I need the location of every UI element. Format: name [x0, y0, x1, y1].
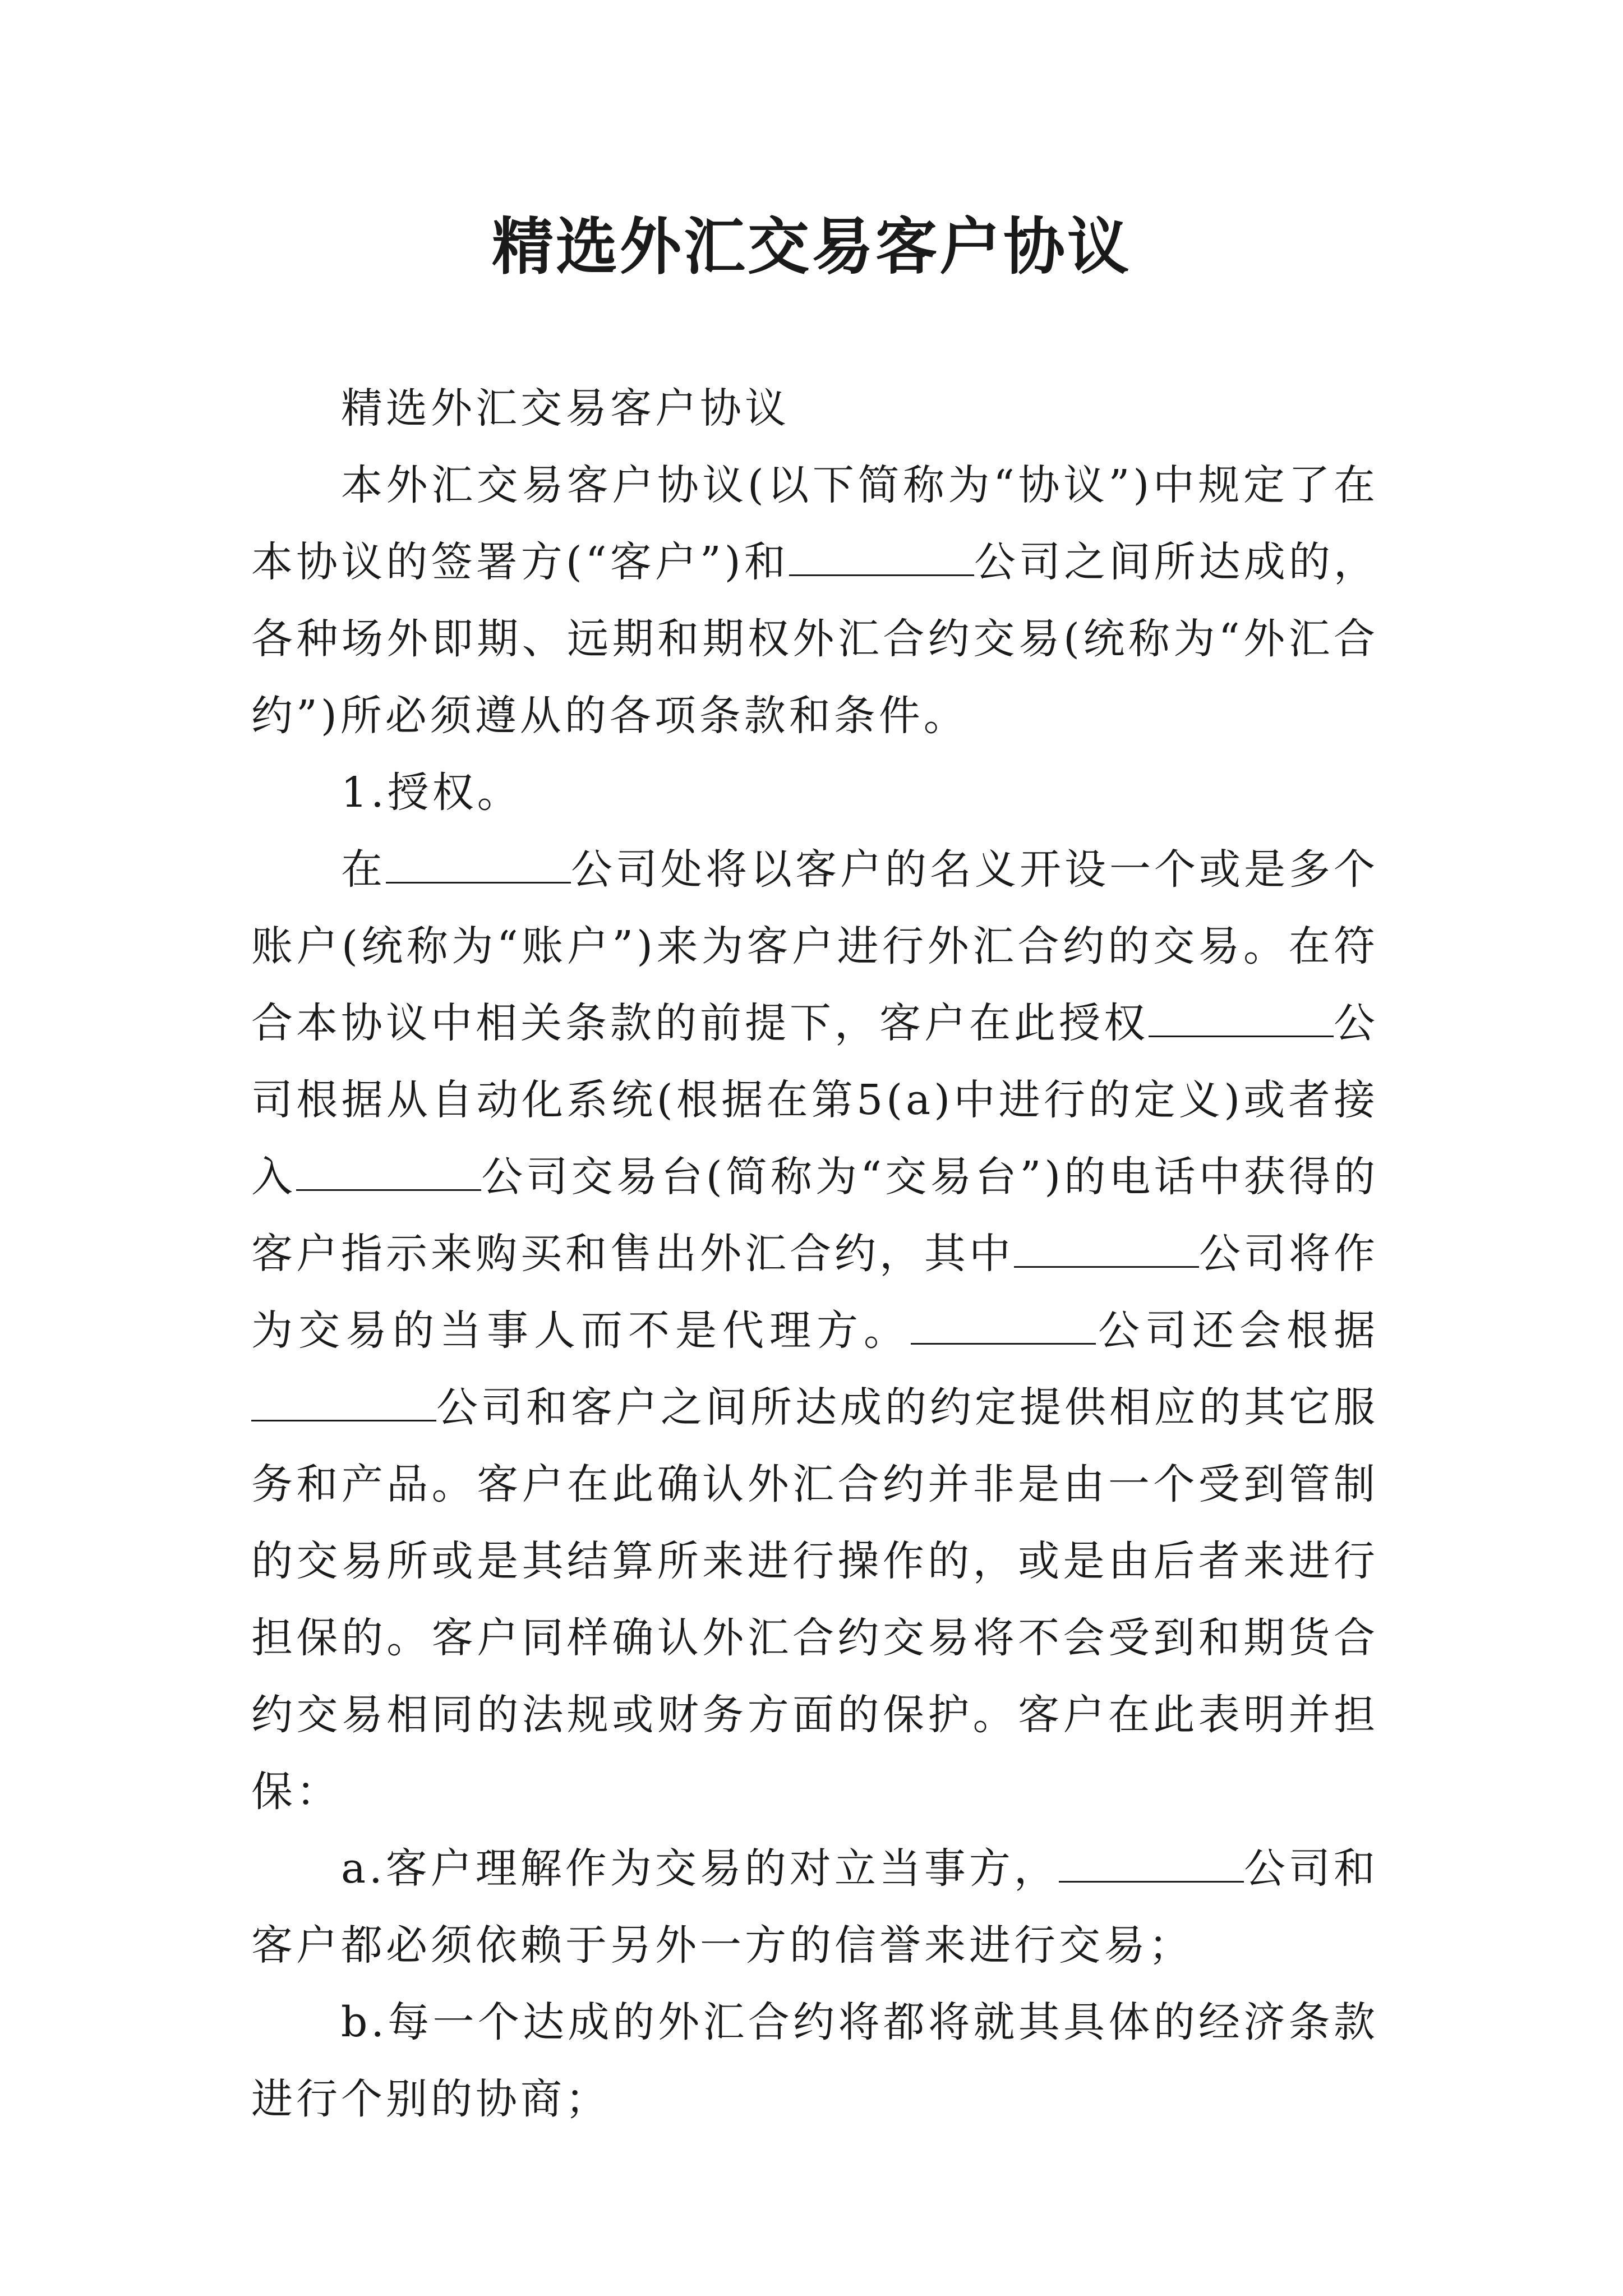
company-name-blank: [911, 1304, 1096, 1345]
auth-text-2: 公司处将以客户的名义开设一个或是多个账户(统称为“账户”)来为客户进行外汇合约的交易。在符合本协议中相关条款的前提下，客户在此授权: [251, 845, 1378, 1047]
company-name-blank: [1059, 1842, 1244, 1883]
auth-text-7: 公司和客户之间所达成的约定提供相应的其它服务和产品。客户在此确认外汇合约并非是由一个受到管制的交易所或是其结算所来进行操作的，或是由后者来进行担保的。客户同样确认外汇合约交易将不会受到和期货合约交易相同的法规或财务方面的保护。客户在此表明并担保：: [251, 1383, 1378, 1816]
auth-text-5: 公司将作为交易的当事人而不是代理方。: [251, 1230, 1378, 1355]
item-a-text-1: a.客户理解作为交易的对立当事方，: [341, 1844, 1059, 1893]
auth-text-4: 公司交易台(简称为“交易台”)的电话中获得的客户指示来购买和售出外汇合约，其中: [251, 1153, 1379, 1278]
document-title: 精选外汇交易客户协议: [492, 210, 1131, 283]
intro-text-2: 公司之间所达成的，各种场外即期、远期和期权外汇合约交易(统称为“外汇合约”)所必须遵从的各项条款和条件。: [251, 538, 1379, 740]
company-name-blank: [1014, 1227, 1199, 1268]
intro-paragraph: [251, 447, 1378, 754]
auth-text-3: 公司根据从自动化系统(根据在第5(a)中进行的定义)或者接入: [251, 999, 1378, 1201]
item-a-text-2: 公司和客户都必须依赖于另外一方的信誉来进行交易；: [251, 1844, 1379, 1970]
company-name-blank: [296, 1150, 481, 1191]
intro-text-1: 本外汇交易客户协议(以下简称为“协议”)中规定了在本协议的签署方(“客户”)和: [251, 461, 1378, 586]
document-body: [251, 370, 1378, 2138]
subtitle-paragraph: 精选外汇交易客户协议: [341, 384, 790, 432]
list-item-a: [251, 1830, 1378, 1984]
auth-text-1: 在: [341, 845, 386, 894]
company-name-blank: [251, 1381, 436, 1421]
company-name-blank: [789, 535, 974, 576]
company-name-blank: [1149, 996, 1334, 1037]
authorization-paragraph: [251, 831, 1378, 1830]
section-heading: 1.授权。: [341, 769, 522, 817]
list-item-b: b.每一个达成的外汇合约将都将就其具体的经济条款进行个别的协商；: [251, 1998, 1378, 2123]
company-name-blank: [386, 843, 571, 884]
auth-text-6: 公司还会根据: [1096, 1306, 1378, 1355]
